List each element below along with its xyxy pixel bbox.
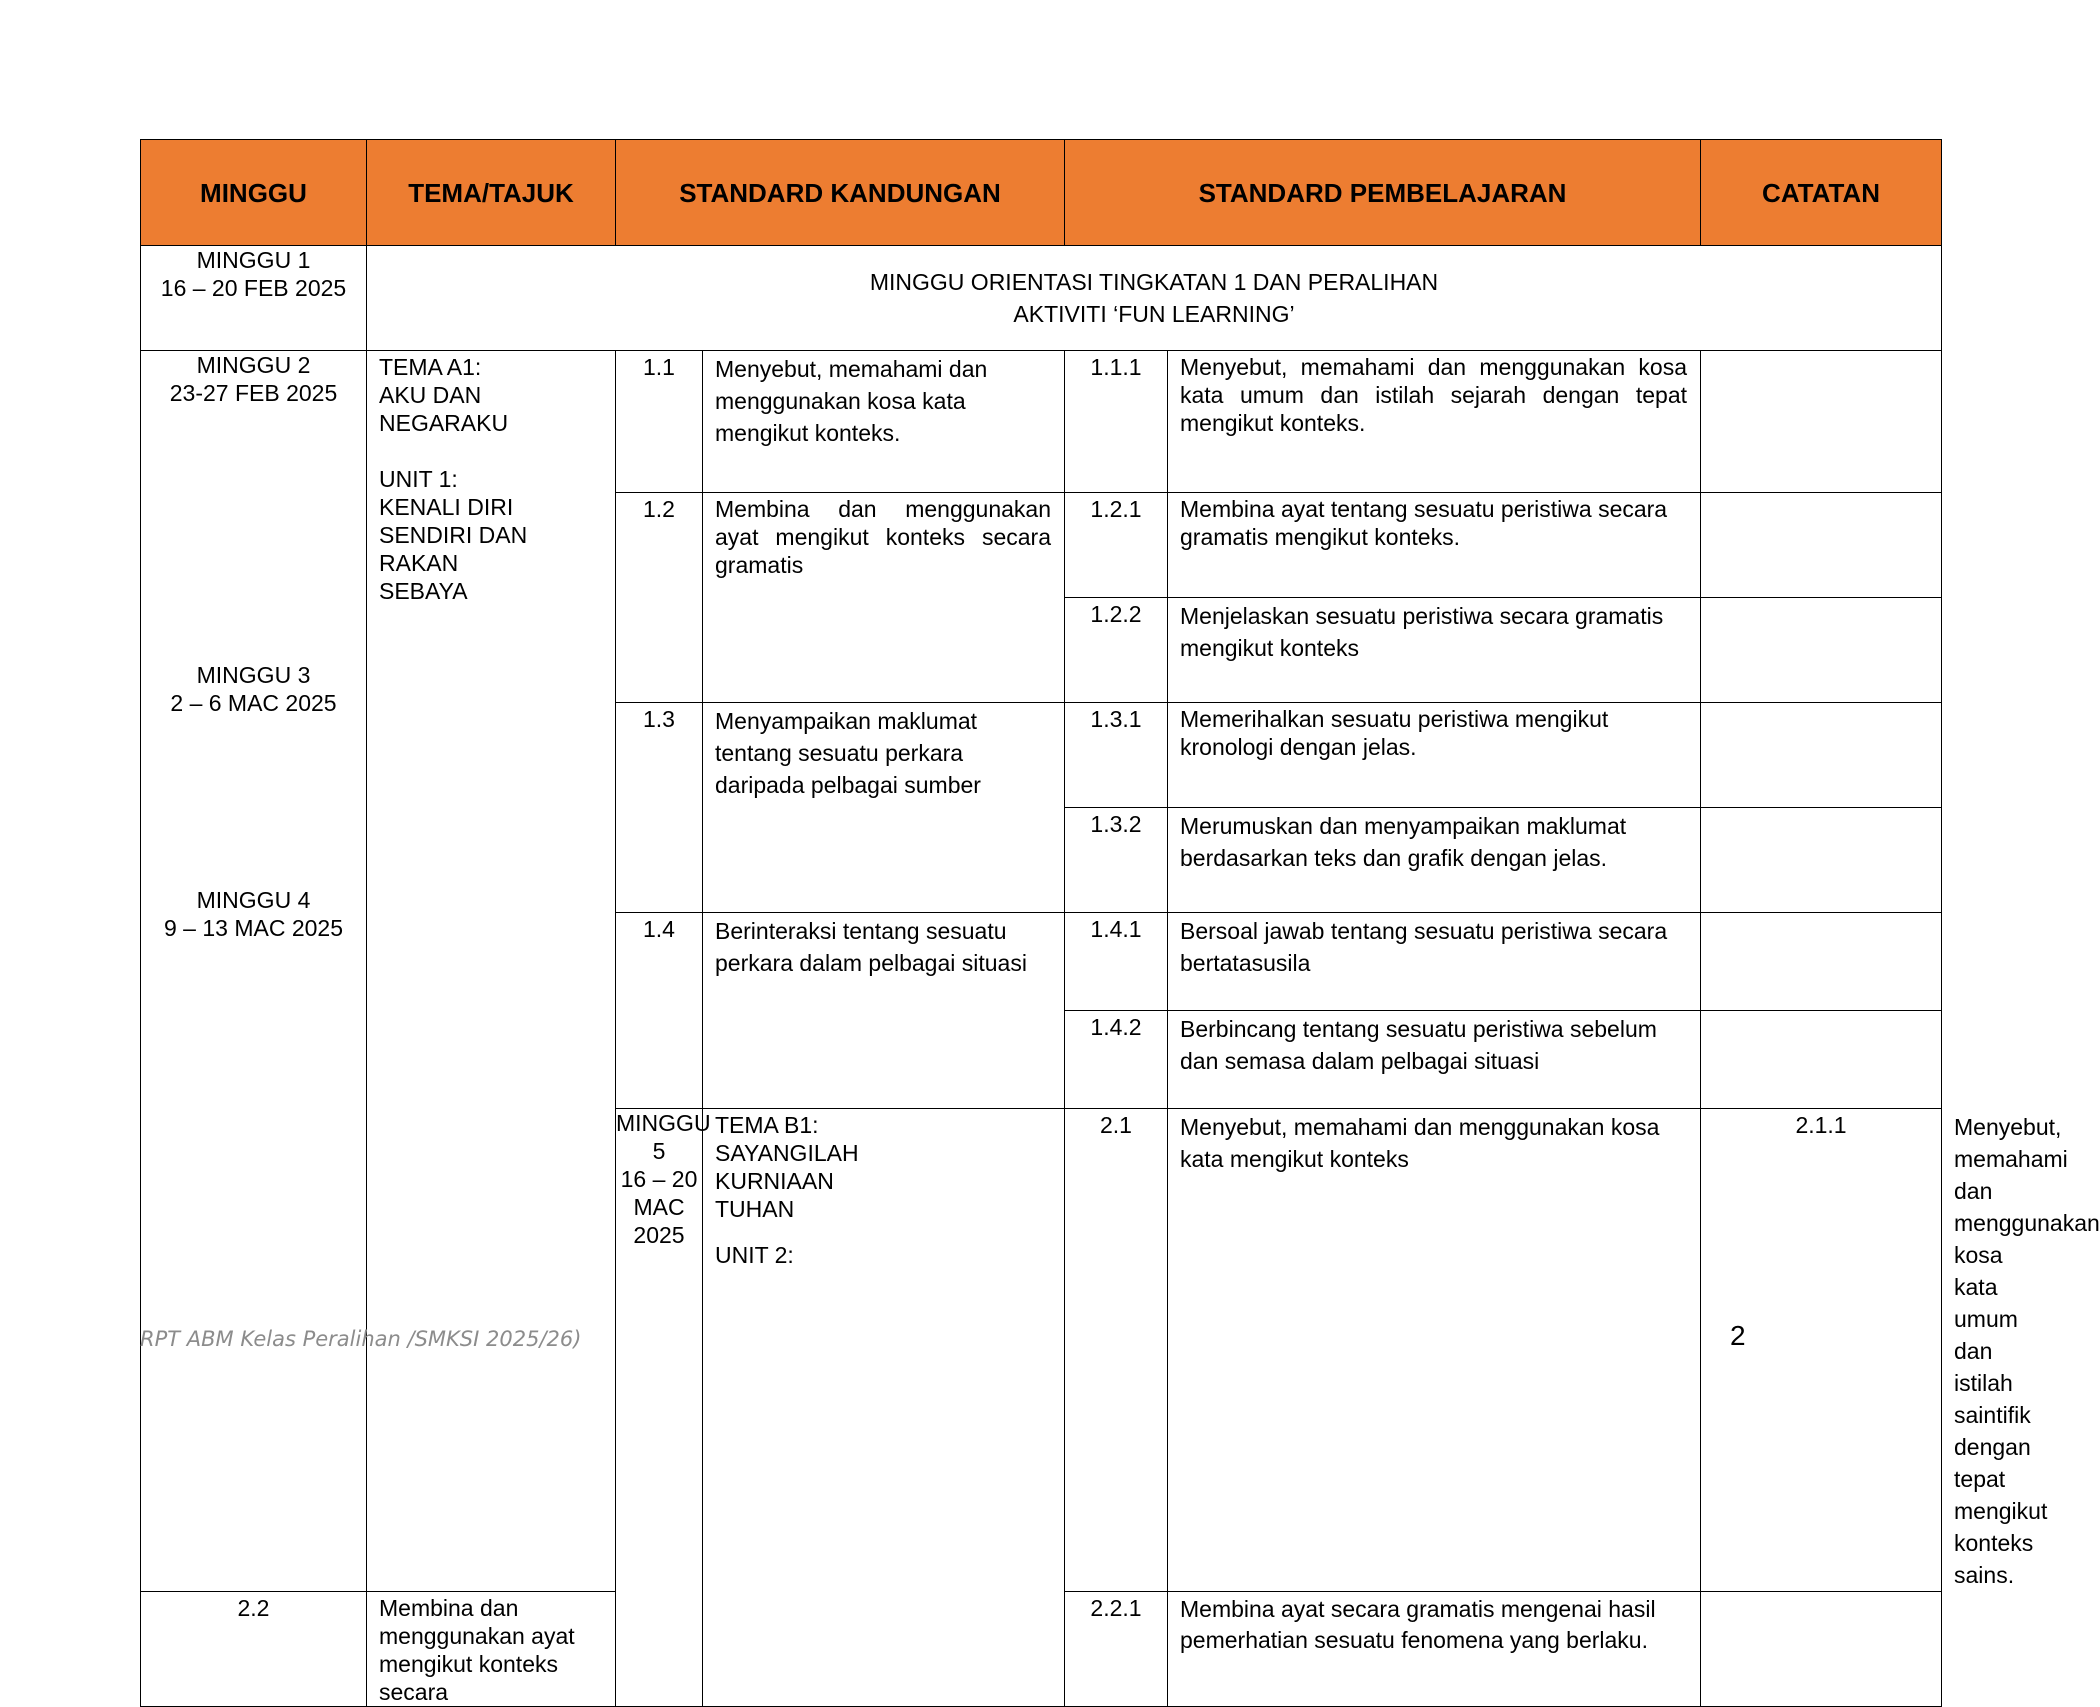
week-label: MINGGU 5 xyxy=(616,1110,711,1164)
sp-code: 1.2.2 xyxy=(1065,598,1168,703)
week-date: 23-27 FEB 2025 xyxy=(169,380,338,406)
week-date: 9 – 13 MAC 2025 xyxy=(163,915,343,941)
week-label: MINGGU 3 xyxy=(196,662,311,688)
tema-spacer xyxy=(715,1223,1054,1241)
tema-cell xyxy=(703,1109,1065,1707)
tema-spacer xyxy=(379,437,605,465)
sk-text: Berinteraksi tentang sesuatu perkara dalam pelbagai situasi xyxy=(703,913,1065,1109)
sp-text: Membina ayat secara gramatis mengenai hasil pemerhatian sesuatu fenomena yang berlaku. xyxy=(1168,1592,1701,1707)
sk-code: 2.2 xyxy=(141,1592,367,1707)
sk-code: 1.2 xyxy=(616,493,703,703)
sp-text: Menyebut, memahami dan menggunakan kosa kata umum dan istilah sejarah dengan tepat mengikut konteks. xyxy=(1168,351,1701,493)
week-entry xyxy=(141,661,366,717)
header-catatan: CATATAN xyxy=(1701,140,1942,246)
sp-code: 2.2.1 xyxy=(1065,1592,1168,1707)
catatan-cell xyxy=(1701,808,1942,913)
sp-text: Memerihalkan sesuatu peristiwa mengikut kronologi dengan jelas. xyxy=(1168,703,1701,808)
catatan-cell xyxy=(1701,493,1942,598)
tema-line: RAKAN xyxy=(379,550,459,576)
week-date: 16 – 20 MAC xyxy=(620,1166,698,1220)
week-date: 16 – 20 FEB 2025 xyxy=(160,275,347,301)
orientation-cell xyxy=(367,246,1942,351)
catatan-cell xyxy=(1701,1011,1942,1109)
header-standard-kandungan: STANDARD KANDUNGAN xyxy=(616,140,1065,246)
week-label: MINGGU 4 xyxy=(196,887,311,913)
catatan-cell xyxy=(1701,598,1942,703)
sp-text: Membina ayat tentang sesuatu peristiwa secara gramatis mengikut konteks. xyxy=(1168,493,1701,598)
table-row xyxy=(141,351,1942,493)
tema-line: KURNIAAN xyxy=(715,1168,834,1194)
tema-line: SAYANGILAH xyxy=(715,1140,859,1166)
orientation-line-1: MINGGU ORIENTASI TINGKATAN 1 DAN PERALIHAN xyxy=(869,269,1439,295)
sp-code: 1.1.1 xyxy=(1065,351,1168,493)
sk-code: 1.4 xyxy=(616,913,703,1109)
week-date: 2 – 6 MAC 2025 xyxy=(170,690,337,716)
table-row-orientation xyxy=(141,246,1942,351)
sp-code: 1.4.2 xyxy=(1065,1011,1168,1109)
sk-text: Menyebut, memahami dan menggunakan kosa kata mengikut konteks xyxy=(1168,1109,1701,1592)
tema-line: SENDIRI DAN xyxy=(379,522,528,548)
sp-code: 1.3.1 xyxy=(1065,703,1168,808)
week-cell xyxy=(141,351,367,1592)
header-minggu: MINGGU xyxy=(141,140,367,246)
header-row xyxy=(141,140,1942,246)
sk-code: 1.3 xyxy=(616,703,703,913)
catatan-cell xyxy=(1701,913,1942,1011)
tema-line: SEBAYA xyxy=(379,578,468,604)
catatan-cell xyxy=(1701,1592,1942,1707)
tema-line: AKU DAN xyxy=(379,382,482,408)
tema-cell xyxy=(367,351,616,1592)
tema-line: TEMA A1: xyxy=(379,354,482,380)
orientation-line-2: AKTIVITI ‘FUN LEARNING’ xyxy=(1013,301,1295,327)
week-cell xyxy=(141,246,367,351)
tema-line: UNIT 1: xyxy=(379,466,458,492)
week-label: MINGGU 2 xyxy=(196,352,311,378)
sp-text: Bersoal jawab tentang sesuatu peristiwa secara bertatasusila xyxy=(1168,913,1701,1011)
footer-text: RPT ABM Kelas Peralihan /SMKSI 2025/26) xyxy=(140,1327,582,1351)
tema-line: NEGARAKU xyxy=(379,410,509,436)
tema-line: TEMA B1: xyxy=(715,1112,819,1138)
sp-text: Merumuskan dan menyampaikan maklumat berdasarkan teks dan grafik dengan jelas. xyxy=(1168,808,1701,913)
tema-line: TUHAN xyxy=(715,1196,795,1222)
catatan-cell xyxy=(1701,351,1942,493)
tema-line: KENALI DIRI xyxy=(379,494,514,520)
header-tema: TEMA/TAJUK xyxy=(367,140,616,246)
sp-text: Berbincang tentang sesuatu peristiwa sebelum dan semasa dalam pelbagai situasi xyxy=(1168,1011,1701,1109)
week-entry xyxy=(141,351,366,407)
sk-code: 1.1 xyxy=(616,351,703,493)
sk-code: 2.1 xyxy=(1065,1109,1168,1592)
sk-text: Menyebut, memahami dan menggunakan kosa kata mengikut konteks. xyxy=(703,351,1065,493)
catatan-cell xyxy=(1701,703,1942,808)
sp-code: 1.3.2 xyxy=(1065,808,1168,913)
tema-line: UNIT 2: xyxy=(715,1242,794,1268)
sk-text: Membina dan menggunakan ayat mengikut konteks secara gramatis xyxy=(703,493,1065,703)
sp-code: 1.2.1 xyxy=(1065,493,1168,598)
sk-text: Membina dan menggunakan ayat mengikut konteks secara xyxy=(367,1592,616,1707)
page-number: 2 xyxy=(1730,1320,1746,1351)
week-entry xyxy=(141,886,366,942)
table-row: MINGGU 5 16 – 20 MAC 2025 TEMA B1: SAYANGILAH KURNIAAN TUHAN UNIT 2: 2.1 Menyebut, memahami dan menggunakan kosa kata mengikut konteks 2.1.1 Menyebut, memahami dan menggunakan kosa kata umum dan istilah saintifik dengan tepat mengikut konteks sains. xyxy=(141,1109,1942,1592)
sk-text: Menyampaikan maklumat tentang sesuatu perkara daripada pelbagai sumber xyxy=(703,703,1065,913)
sp-text: Menjelaskan sesuatu peristiwa secara gramatis mengikut konteks xyxy=(1168,598,1701,703)
header-standard-pembelajaran: STANDARD PEMBELAJARAN xyxy=(1065,140,1701,246)
week-label: MINGGU 1 xyxy=(196,247,311,273)
sp-code: 1.4.1 xyxy=(1065,913,1168,1011)
week-date-year: 2025 xyxy=(633,1222,685,1248)
week-cell xyxy=(616,1109,711,1707)
rpt-table xyxy=(140,139,2100,1707)
sp-code: 2.1.1 xyxy=(1701,1109,1942,1592)
